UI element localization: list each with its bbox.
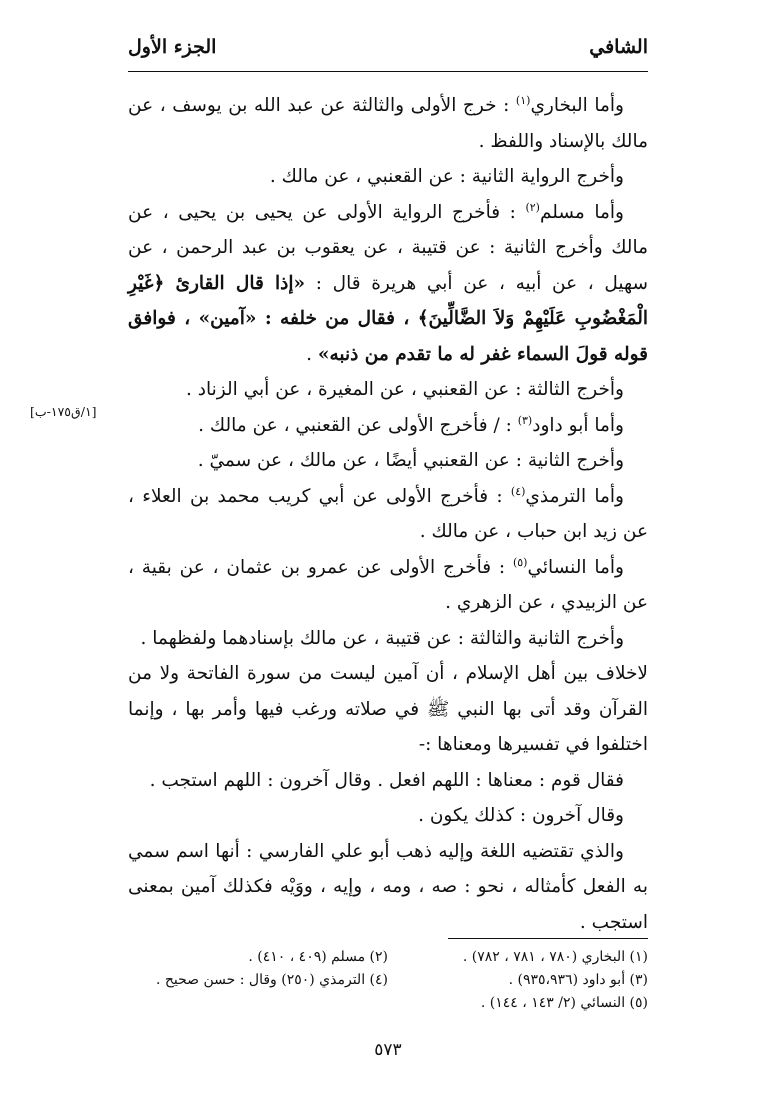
footnote-marker: (٥)	[512, 555, 528, 569]
paragraph-text: : فأخرج الأولى عن أبي كريب محمد بن العلاء ، عن زيد ابن حباب ، عن مالك .	[128, 485, 648, 542]
paragraph: وأخرج الثانية والثالثة : عن قتيبة ، عن مالك بإسنادهما ولفظهما .	[140, 627, 624, 649]
footnote: (٤) الترمذي (٢٥٠) وقال : حسن صحيح .	[155, 972, 388, 988]
footnote-marker: (١)	[515, 93, 531, 107]
paragraph-tirmidhi	[128, 479, 648, 550]
running-header	[128, 36, 648, 66]
paragraph-text: وأما الترمذي	[525, 485, 624, 507]
book-title: الشافي	[589, 36, 648, 58]
paragraph-text: وأما البخاري	[530, 95, 624, 116]
footnote-marker: (٢)	[525, 200, 540, 214]
margin-folio-note: [١/ق١٧٥-ب]	[30, 404, 97, 419]
footnotes	[128, 946, 648, 1015]
paragraph: وأخرج الرواية الثانية : عن القعنبي ، عن مالك .	[269, 166, 624, 187]
paragraph: وأخرج الثانية : عن القعنبي أيضًا ، عن مالك ، عن سميّ .	[197, 450, 624, 471]
paragraph-text: : خرج الأولى والثالثة عن عبد الله بن يوسف ، عن مالك بالإسناد واللفظ .	[128, 95, 648, 152]
footnote-row	[128, 992, 648, 1015]
paragraph-text: : / فأخرج الأولى عن القعنبي ، عن مالك .	[198, 414, 518, 436]
part-label: الجزء الأول	[128, 36, 217, 58]
paragraph: فقال قوم : معناها : اللهم افعل . وقال آخرون : اللهم استجب .	[149, 769, 624, 791]
paragraph-text: : فأخرج الأولى عن عمرو بن عثمان ، عن بقية ، عن الزبيدي ، عن الزهري .	[128, 556, 648, 613]
footnote: (١) البخاري (٧٨٠ ، ٧٨١ ، ٧٨٢) .	[462, 949, 648, 965]
paragraph-amin-ruling: لاخلاف بين أهل الإسلام ، أن آمين ليست من سورة الفاتحة ولا من القرآن وقد أتى بها النبي ﷺ في صلاته ورغب فيها وأمر بها ، وإنما اختلفوا في تفسيرها ومعناها :-	[128, 663, 648, 755]
paragraph-linguistic: والذي تقتضيه اللغة وإليه ذهب أبو علي الفارسي : أنها اسم سمي به الفعل كأمثاله ، نحو : صه ، ومه ، وإيه ، ووَيْه فكذلك آمين بمعنى استجب .	[128, 840, 648, 933]
footnote-row	[128, 969, 648, 992]
paragraph-text: : فأخرج الرواية الأولى عن يحيى بن يحيى ، عن مالك وأخرج الثانية : عن قتيبة ، عن يعقوب بن عبد الرحمن ، عن سهيل ، عن أبيه ، عن أبي هريرة قال :	[128, 201, 648, 294]
paragraph-text: وأما النسائي	[527, 556, 624, 578]
paragraph-abu-dawud	[128, 408, 648, 444]
footnote: (٣) أبو داود (٩٣٥،٩٣٦) .	[508, 972, 648, 988]
footnote-rule	[448, 938, 648, 939]
paragraph: وأخرج الثالثة : عن القعنبي ، عن المغيرة ، عن أبي الزناد .	[185, 379, 624, 400]
paragraph-text: وأما مسلم	[539, 201, 624, 223]
hadith-quote: «إذا قال القارئ ﴿غَيْرِ الْمَغْضُوبِ عَلَيْهِمْ وَلاَ الضَّالِّينَ﴾ ، فقال من خلفه : «آمين» ، فوافق قوله قولَ السماء غفر له ما تقدم من ذنبه»	[128, 272, 648, 365]
main-text	[128, 88, 648, 940]
page-number: ٥٧٣	[374, 1040, 402, 1060]
footnote: (٥) النسائي (٢/ ١٤٣ ، ١٤٤) .	[480, 995, 648, 1011]
paragraph-text: .	[306, 343, 318, 365]
header-rule	[128, 71, 648, 72]
footnote: (٢) مسلم (٤٠٩ ، ٤١٠) .	[248, 949, 388, 965]
paragraph-nasai	[128, 550, 648, 621]
footnote-row	[128, 946, 648, 969]
paragraph-text: وأما أبو داود	[532, 414, 624, 436]
paragraph-muslim	[128, 195, 648, 373]
footnote-marker: (٤)	[510, 484, 526, 498]
paragraph: وقال آخرون : كذلك يكون .	[418, 805, 624, 826]
paragraph-bukhari	[128, 88, 648, 159]
footnote-marker: (٣)	[517, 413, 533, 427]
